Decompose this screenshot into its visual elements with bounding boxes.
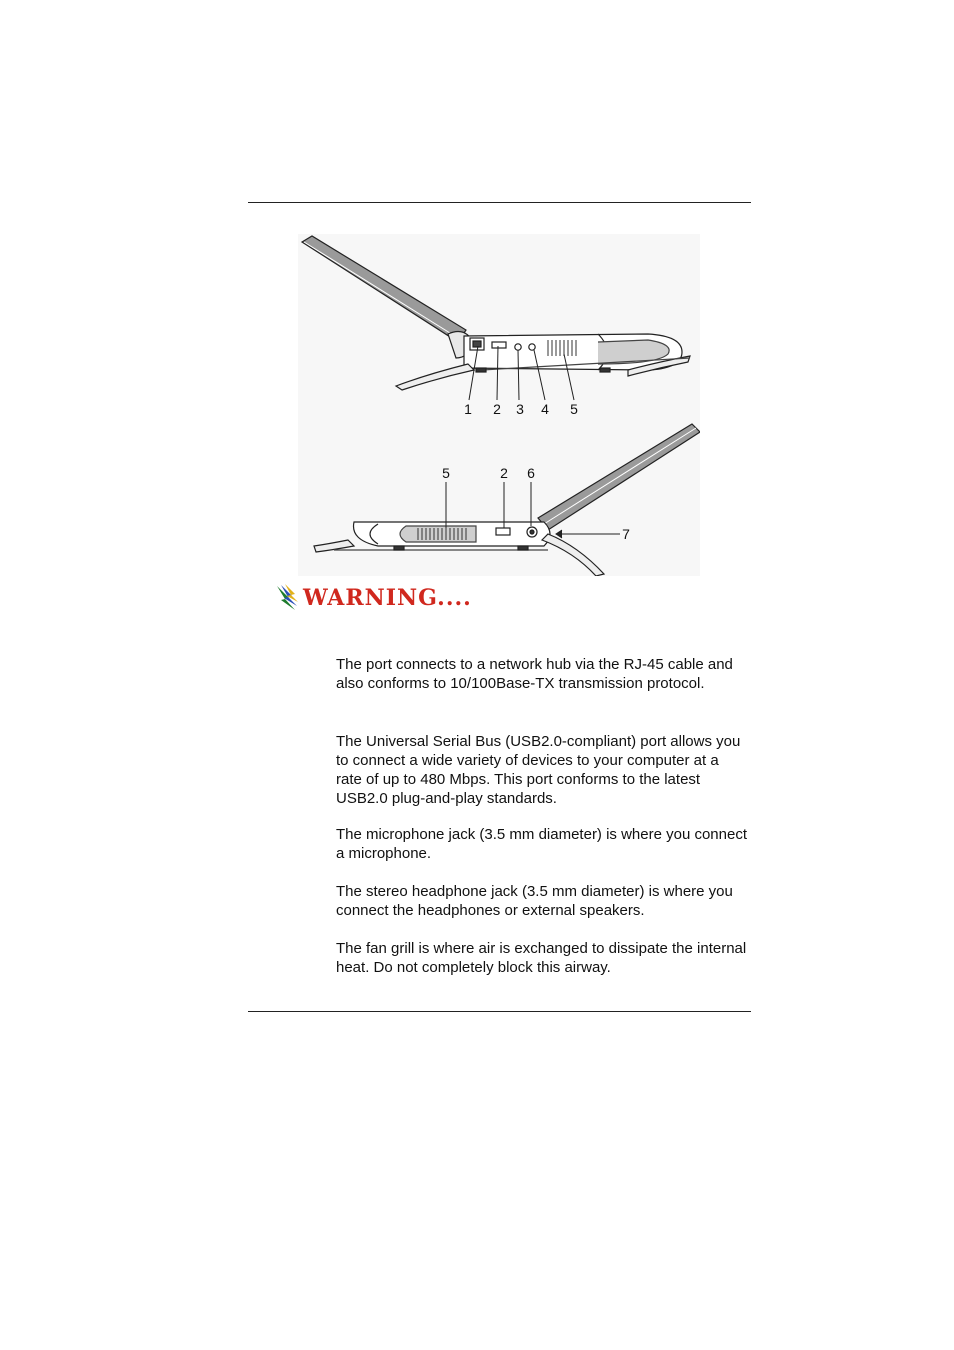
callout-top-3: 3	[516, 401, 524, 417]
usb-port-description: The Universal Serial Bus (USB2.0-compliant) port allows you to connect a wide variety of devices to your computer at a rate of up to 480 Mbps. This port conforms to the latest USB2.0 plug-and-play standards.	[336, 733, 741, 807]
warning-arrows-icon	[275, 584, 299, 612]
warning-label: WARNING....	[303, 585, 472, 611]
callout-top-1: 1	[464, 401, 472, 417]
callout-top-2: 2	[493, 401, 501, 417]
headphone-jack-description: The stereo headphone jack (3.5 mm diameter) is where you connect the headphones or external speakers.	[336, 883, 733, 919]
microphone-jack-description: The microphone jack (3.5 mm diameter) is where you connect a microphone.	[336, 826, 748, 862]
callout-bottom-5: 5	[442, 465, 450, 481]
fan-grill-description: The fan grill is where air is exchanged to dissipate the internal heat. Do not completely block this airway.	[336, 940, 747, 976]
callout-top-4: 4	[541, 401, 549, 417]
callout-top-5: 5	[570, 401, 578, 417]
callout-bottom-2: 2	[500, 465, 508, 481]
warning-banner	[275, 583, 472, 613]
network-port-description: The port connects to a network hub via the RJ-45 cable and also conforms to 10/100Base-TX transmission protocol.	[336, 656, 733, 692]
callout-bottom-6: 6	[527, 465, 535, 481]
footer-rule	[248, 1011, 751, 1012]
laptop-side-views-figure	[298, 234, 700, 576]
header-rule	[248, 202, 751, 203]
callout-bottom-7: 7	[622, 526, 630, 542]
